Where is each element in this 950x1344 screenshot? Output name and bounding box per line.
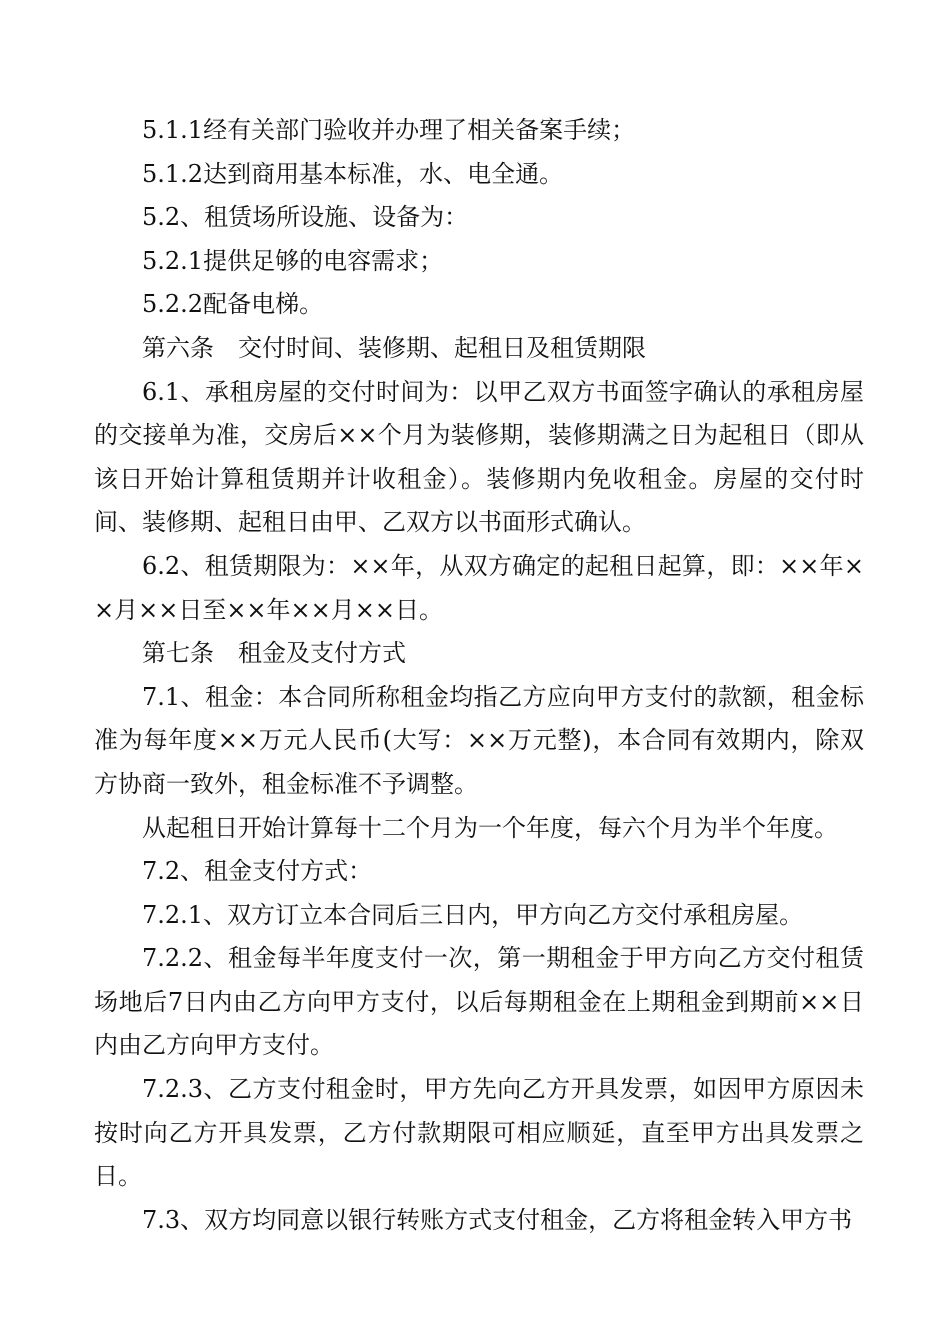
contract-body [94, 109, 864, 1242]
clause-7-3: 7.3、双方均同意以银行转账方式支付租金，乙方将租金转入甲方书 [142, 1205, 853, 1234]
clause-5-2: 5.2、租赁场所设施、设备为： [142, 203, 469, 232]
clause-5-2-1: 5.2.1提供足够的电容需求； [142, 246, 444, 275]
clause-7-1: 7.1、租金：本合同所称租金均指乙方应向甲方支付的款额，租金标准为每年度××万元人民币(大写：××万元整)，本合同有效期内，除双方协商一致外，租金标准不予调整。 [94, 682, 864, 798]
clause-6-1: 6.1、承租房屋的交付时间为：以甲乙双方书面签字确认的承租房屋的交接单为准，交房后××个月为装修期，装修期满之日为起租日（即从该日开始计算租赁期并计收租金）。装修期内免收租金。房屋的交付时间、装修期、起租日由甲、乙双方以书面形式确认。 [94, 377, 864, 537]
article-7-heading: 第七条 租金及支付方式 [142, 639, 406, 668]
clause-6-2: 6.2、租赁期限为：××年，从双方确定的起租日起算，即：××年××月××日至××年××月××日。 [94, 551, 864, 624]
article-6-heading: 第六条 交付时间、装修期、起租日及租赁期限 [142, 333, 646, 362]
clause-5-2-2: 5.2.2配备电梯。 [142, 290, 324, 319]
clause-7-2: 7.2、租金支付方式： [142, 857, 373, 886]
clause-7-2-2: 7.2.2、租金每半年度支付一次，第一期租金于甲方向乙方交付租赁场地后7日内由乙方向甲方支付，以后每期租金在上期租金到期前××日内由乙方向甲方支付。 [94, 944, 864, 1060]
clause-5-1-1: 5.1.1经有关部门验收并办理了相关备案手续； [142, 116, 636, 144]
clause-7-2-3: 7.2.3、乙方支付租金时，甲方先向乙方开具发票，如因甲方原因未按时向乙方开具发票，乙方付款期限可相应顺延，直至甲方出具发票之日。 [94, 1075, 864, 1191]
clause-7-2-1: 7.2.1、双方订立本合同后三日内，甲方向乙方交付承租房屋。 [142, 900, 804, 929]
clause-5-1-2: 5.1.2达到商用基本标准，水、电全通。 [142, 159, 564, 188]
clause-7-1-note: 从起租日开始计算每十二个月为一个年度，每六个月为半个年度。 [142, 813, 838, 842]
